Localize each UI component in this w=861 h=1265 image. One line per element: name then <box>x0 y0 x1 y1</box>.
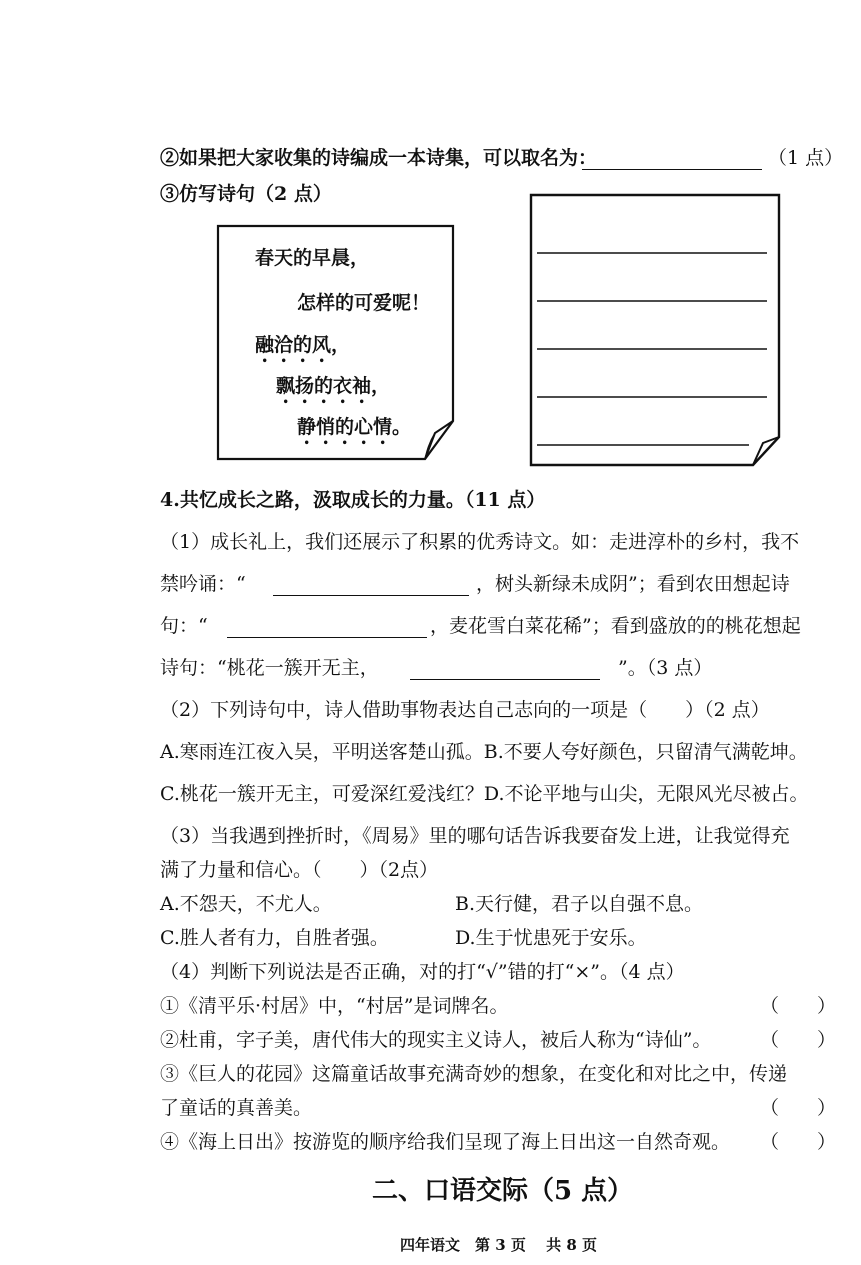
q4-p1-line3-start: 句：“ <box>160 615 208 637</box>
poetry-collection-title-blank[interactable] <box>582 151 762 170</box>
q4-p3-question-line1: （3）当我遇到挫折时，《周易》里的哪句话告诉我要奋发上进，让我觉得充 <box>160 825 790 847</box>
q4-p1-line2-start: 禁吟诵：“ <box>160 573 246 595</box>
poem-line-1: 春天的早晨， <box>255 247 370 269</box>
q4-title: 4.共忆成长之路，汲取成长的力量。（11 点） <box>160 489 546 511</box>
q3-item2-score: （1 点） <box>768 147 844 169</box>
answer-paren-2[interactable]: （ ） <box>760 1029 837 1051</box>
page-footer: 四年语文 第 3 页 共 8 页 <box>400 1236 597 1254</box>
q4-p1-line2-end: ，树头新绿未成阴”；看到农田想起诗 <box>476 573 790 595</box>
q4-p4-statement-1: ①《清平乐·村居》中，“村居”是词牌名。 <box>160 995 509 1017</box>
q4-p4-question: （4）判断下列说法是否正确，对的打“√”错的打“×”。（4 点） <box>160 961 685 983</box>
q4-p3-option-d: D.生于忧患死于安乐。 <box>455 927 647 949</box>
poem-blank-2[interactable] <box>227 619 427 638</box>
q3-item2-text: ②如果把大家收集的诗编成一本诗集，可以取名为： <box>160 147 598 169</box>
q4-p3-question-line2: 满了力量和信心。（ ）（2点） <box>160 859 439 881</box>
q4-p3-option-c: C.胜人者有力，自胜者强。 <box>160 927 389 949</box>
section-2-title: 二、口语交际（5 点） <box>372 1176 634 1206</box>
poem-blank-1[interactable] <box>273 577 469 596</box>
poem-line-3: 融洽的风， <box>255 334 351 356</box>
q4-p1-line1: （1）成长礼上，我们还展示了积累的优秀诗文。如：走进淳朴的乡村，我不 <box>160 531 800 553</box>
imitation-writing-area[interactable] <box>535 232 765 452</box>
poem-blank-3[interactable] <box>410 661 600 680</box>
poem-line-4: 飘扬的衣袖， <box>276 375 391 397</box>
q4-p1-line4-start: 诗句：“桃花一簇开无主， <box>160 657 379 679</box>
q4-p4-statement-2: ②杜甫，字子美，唐代伟大的现实主义诗人，被后人称为“诗仙”。 <box>160 1029 712 1051</box>
q4-p3-option-a: A.不怨天，不尤人。 <box>160 893 332 915</box>
answer-paren-1[interactable]: （ ） <box>760 995 837 1017</box>
q3-item3-text: ③仿写诗句（2 点） <box>160 183 332 205</box>
poem-line-2: 怎样的可爱呢！ <box>297 292 431 314</box>
q4-p1-line3-end: ，麦花雪白菜花稀”；看到盛放的的桃花想起 <box>430 615 801 637</box>
q4-p1-line4-end: ”。（3 点） <box>618 657 713 679</box>
q4-p4-statement-3a: ③《巨人的花园》这篇童话故事充满奇妙的想象，在变化和对比之中，传递 <box>160 1063 788 1085</box>
q4-p3-option-b: B.天行健，君子以自强不息。 <box>455 893 704 915</box>
poem-line-5: 静悄的心情。 <box>297 416 412 438</box>
q4-p4-statement-3b: 了童话的真善美。 <box>160 1097 313 1119</box>
q4-p2-question: （2）下列诗句中，诗人借助事物表达自己志向的一项是（ ）（2 点） <box>160 699 770 721</box>
q4-p4-statement-4: ④《海上日出》按游览的顺序给我们呈现了海上日出这一自然奇观。 <box>160 1131 731 1153</box>
q4-p2-options-cd: C.桃花一簇开无主，可爱深红爱浅红？D.不论平地与山尖，无限风光尽被占。 <box>160 783 809 805</box>
answer-paren-3[interactable]: （ ） <box>760 1097 837 1119</box>
q4-p2-options-ab: A.寒雨连江夜入吴，平明送客楚山孤。B.不要人夸好颜色，只留清气满乾坤。 <box>160 741 808 763</box>
answer-paren-4[interactable]: （ ） <box>760 1131 837 1153</box>
